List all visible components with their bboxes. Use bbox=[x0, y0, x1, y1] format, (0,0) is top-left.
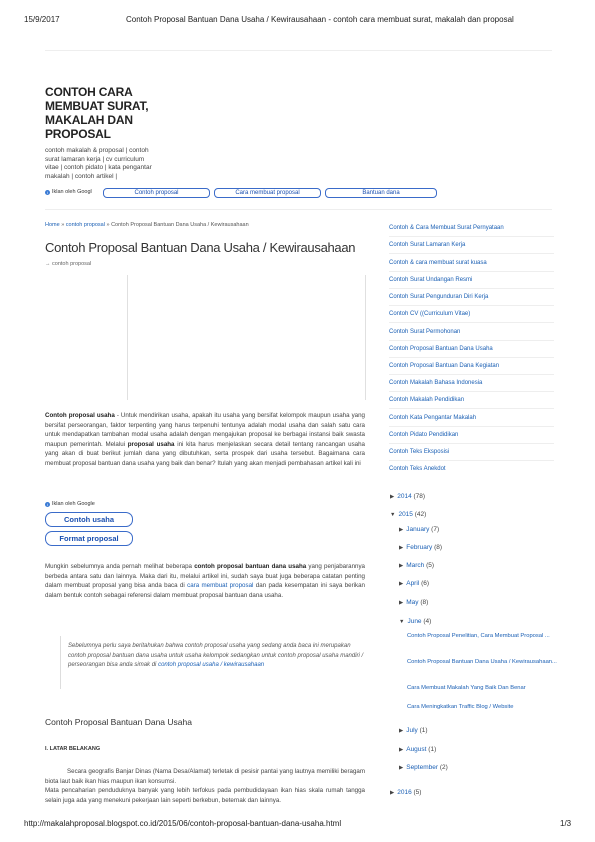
archive-year-2015[interactable]: ▼ 2015 (42) bbox=[390, 511, 427, 518]
link-cara-membuat-proposal[interactable]: cara membuat proposal bbox=[187, 582, 254, 589]
archive-month[interactable]: ▶ July (1) bbox=[399, 727, 428, 734]
post-ad-label[interactable]: i Iklan oleh Google bbox=[45, 501, 95, 507]
ad-button-contoh-usaha[interactable]: Contoh usaha bbox=[45, 512, 133, 527]
sidebar-link[interactable]: Contoh Surat Pengunduran Diri Kerja bbox=[389, 294, 489, 300]
post-quote: Sebelumnya perlu saya beritahukan bahwa contoh proposal usaha yang sedang anda baca ini merupakan contoh proposal bantuan dana usaha untuk usaha kelompok sedangkan untuk contoh proposal usaha mandiri / perseorangan bisa anda simak di contoh proposal usaha / kewirausahaan bbox=[68, 643, 364, 668]
expand-arrow-icon: ▶ bbox=[399, 581, 404, 587]
archive-month[interactable]: ▶ January (7) bbox=[399, 526, 440, 533]
blog-title[interactable]: CONTOH CARA MEMBUAT SURAT, MAKALAH DAN PROPOSAL bbox=[45, 85, 149, 141]
archive-month[interactable]: ▶ February (8) bbox=[399, 544, 443, 551]
expand-arrow-icon: ▶ bbox=[399, 765, 404, 771]
archive-post-link[interactable]: Cara Membuat Makalah Yang Baik Dan Benar bbox=[407, 685, 526, 691]
sidebar-link[interactable]: Contoh Proposal Bantuan Dana Usaha bbox=[389, 346, 493, 352]
sidebar-link[interactable]: Contoh Kata Pengantar Makalah bbox=[389, 415, 477, 421]
info-icon: i bbox=[45, 190, 50, 195]
print-page-title: Contoh Proposal Bantuan Dana Usaha / Kewirausahaan - contoh cara membuat surat, makalah dan proposal bbox=[126, 15, 514, 24]
sidebar-link[interactable]: Contoh & cara membuat surat kuasa bbox=[389, 260, 487, 266]
sidebar-link[interactable]: Contoh Teks Anekdot bbox=[389, 466, 446, 472]
print-page-number: 1/3 bbox=[560, 819, 572, 828]
print-date: 15/9/2017 bbox=[24, 15, 60, 24]
post-title: Contoh Proposal Bantuan Dana Usaha / Kewirausahaan bbox=[45, 240, 356, 255]
expand-arrow-icon: ▶ bbox=[390, 790, 395, 796]
post-paragraph-3: Secara geografis Banjar Dinas (Nama Desa/Alamat) terletak di pesisir pantai yang lautnya memiliki beragam biota laut baik ikan hias maupun ikan konsumsi. bbox=[45, 768, 365, 785]
blog-description: contoh makalah & proposal | contoh surat lamaran kerja | cv curriculum vitae | contoh pidato | kata pengantar makalah | contoh artikel | bbox=[45, 147, 152, 180]
post-label[interactable]: → contoh proposal bbox=[45, 261, 92, 267]
sidebar-link[interactable]: Contoh Makalah Bahasa Indonesia bbox=[389, 380, 483, 386]
nav-button-bantuan-dana[interactable]: Bantuan dana bbox=[325, 188, 437, 198]
archive-month[interactable]: ▶ August (1) bbox=[399, 746, 437, 753]
post-image bbox=[127, 275, 366, 400]
expand-arrow-icon: ▶ bbox=[399, 545, 404, 551]
ad-button-format-proposal[interactable]: Format proposal bbox=[45, 531, 133, 546]
quote-border bbox=[60, 636, 61, 689]
breadcrumb-current: Contoh Proposal Bantuan Dana Usaha / Kewirausahaan bbox=[111, 222, 249, 228]
post-paragraph-4: Mata pencaharian penduduknya banyak yang lebih terfokus pada pembudidayaan ikan hias skala rumah tangga selain juga ada yang menekuni pekerjaan lain seperti berkebun, beternak dan lainnya. bbox=[45, 787, 365, 804]
breadcrumb-category[interactable]: contoh proposal bbox=[65, 222, 105, 228]
archive-month[interactable]: ▶ September (2) bbox=[399, 764, 448, 771]
sidebar-link[interactable]: Contoh & Cara Membuat Surat Pernyataan bbox=[389, 225, 504, 231]
sidebar-link[interactable]: Contoh Makalah Pendidikan bbox=[389, 397, 465, 403]
sidebar-link[interactable]: Contoh Teks Eksposisi bbox=[389, 449, 450, 455]
section-title: Contoh Proposal Bantuan Dana Usaha bbox=[45, 717, 192, 727]
subsection-title: I. LATAR BELAKANG bbox=[45, 746, 101, 752]
post-paragraph-2: Mungkin sebelumnya anda pernah melihat beberapa contoh proposal bantuan dana usaha yang penjabarannya berbeda antara satu dan lainnya. Maka dari itu, melalui artikel ini, sudah saya buat juga beberapa catatan penting dalam membuat proposal yang bisa anda baca di cara membuat proposal dan pada kesempatan ini saya berikan dalam bentuk contoh sebagai referensi dalam membuat proposal bantuan dana usaha. bbox=[45, 563, 365, 599]
expand-arrow-icon: ▶ bbox=[399, 563, 404, 569]
expand-arrow-icon: ▶ bbox=[399, 747, 404, 753]
archive-month[interactable]: ▶ May (8) bbox=[399, 599, 429, 606]
archive-month-june[interactable]: ▼ June (4) bbox=[399, 618, 432, 625]
archive-year-2014[interactable]: ▶ 2014 (78) bbox=[390, 493, 426, 500]
collapse-arrow-icon: ▼ bbox=[399, 619, 405, 625]
link-contoh-proposal-usaha[interactable]: contoh proposal usaha / kewirausahaan bbox=[158, 662, 265, 668]
expand-arrow-icon: ▶ bbox=[399, 600, 404, 606]
sidebar-link[interactable]: Contoh CV ((Curriculum Vitae) bbox=[389, 311, 471, 317]
expand-arrow-icon: ▶ bbox=[390, 494, 395, 500]
collapse-arrow-icon: ▼ bbox=[390, 512, 396, 518]
print-url: http://makalahproposal.blogspot.co.id/2015/06/contoh-proposal-bantuan-dana-usaha.html bbox=[24, 819, 342, 828]
sidebar-link[interactable]: Contoh Pidato Pendidikan bbox=[389, 432, 459, 438]
nav-button-cara-membuat-proposal[interactable]: Cara membuat proposal bbox=[214, 188, 321, 198]
breadcrumb-home[interactable]: Home bbox=[45, 222, 60, 228]
post-intro: Contoh proposal usaha - Untuk mendirikan usaha, apakah itu usaha yang bersifat kelompok maupun usaha yang bersifat perseorangan, faktor terpenting yang harus terpenuhi tentunya adalah modal usaha dan salah satu cara untuk mendapatkan tambahan modal usaha adalah dengan mengajukan proposal ke berbagai instansi baik swasta maupun pemerintah. Melalui proposal usaha ini kita harus menjelaskan secara detail tentang rancangan usaha yang akan di buat berikut jumlah dana yang dibutuhkan, serta prospek dari usaha tersebut. Bagaimana cara membuat proposal bantuan dana usaha yang baik dan benar? Itulah yang akan menjadi pembahasan artikel kali ini bbox=[45, 412, 365, 467]
archive-post-link[interactable]: Cara Meningkatkan Traffic Blog / Website bbox=[407, 704, 514, 710]
archive-post-link[interactable]: Contoh Proposal Bantuan Dana Usaha / Kewirausahaan... bbox=[407, 659, 557, 665]
nav-button-contoh-proposal[interactable]: Contoh proposal bbox=[103, 188, 210, 198]
archive-year-2016[interactable]: ▶ 2016 (5) bbox=[390, 789, 422, 796]
expand-arrow-icon: ▶ bbox=[399, 728, 404, 734]
breadcrumb: Home » contoh proposal » Contoh Proposal Bantuan Dana Usaha / Kewirausahaan bbox=[45, 222, 249, 228]
sidebar-link[interactable]: Contoh Surat Permohonan bbox=[389, 329, 461, 335]
nav-ad-label[interactable]: i Iklan oleh Googl bbox=[45, 189, 92, 195]
sidebar-link[interactable]: Contoh Surat Lamaran Kerja bbox=[389, 242, 466, 248]
archive-month[interactable]: ▶ April (6) bbox=[399, 580, 430, 587]
expand-arrow-icon: ▶ bbox=[399, 527, 404, 533]
archive-month[interactable]: ▶ March (5) bbox=[399, 562, 435, 569]
sidebar-link[interactable]: Contoh Proposal Bantuan Dana Kegiatan bbox=[389, 363, 500, 369]
archive-post-link[interactable]: Contoh Proposal Penelitian, Cara Membuat Proposal ... bbox=[407, 633, 550, 639]
info-icon: i bbox=[45, 502, 50, 507]
sidebar-link[interactable]: Contoh Surat Undangan Resmi bbox=[389, 277, 473, 283]
